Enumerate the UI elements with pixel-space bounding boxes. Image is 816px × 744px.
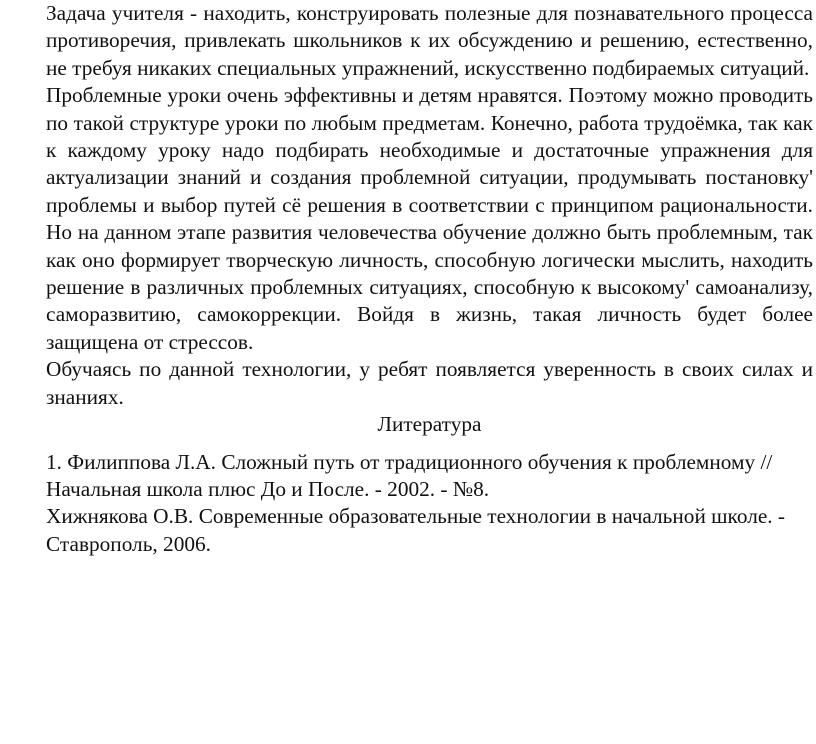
reference-item-1: 1. Филиппова Л.А. Сложный путь от традиционного обучения к проблемному // Начальная школа плюс До и После. - 2002. - №8.	[46, 449, 773, 501]
paragraph-confidence: Обучаясь по данной технологии, у ребят появляется уверенность в своих силах и знаниях.	[46, 357, 813, 409]
references-heading: Литература	[377, 412, 482, 437]
reference-item-2: Хижнякова О.В. Современные образовательные технологии в начальной школе. - Ставрополь, 2006.	[46, 504, 786, 556]
document-page	[46, 0, 813, 558]
paragraph-teacher-task: Задача учителя - находить, конструировать полезные для познавательного процесса противоречия, привлекать школьников к их обсуждению и решению, естественно, не требуя никаких специальных упражнений, искусственно подбираемых ситуаций.	[46, 1, 813, 80]
paragraph-problem-lessons: Проблемные уроки очень эффективны и детям нравятся. Поэтому можно проводить по такой структуре уроки по любым предметам. Конечно, работа трудоёмка, так как к каждому уроку надо подбирать необходимые и достаточные упражнения для актуализации знаний и создания проблемной ситуации, продумывать постановку' проблемы и выбор путей сё решения в соответствии с принципом рациональности. Но на данном этапе развития человечества обучение должно быть проблемным, так как оно формирует творческую личность, способную логически мыслить, находить решение в различных проблемных ситуациях, способную к высокому' самоанализу, саморазвитию, самокоррекции. Войдя в жизнь, такая личность будет более защищена от стрессов.	[46, 83, 813, 354]
